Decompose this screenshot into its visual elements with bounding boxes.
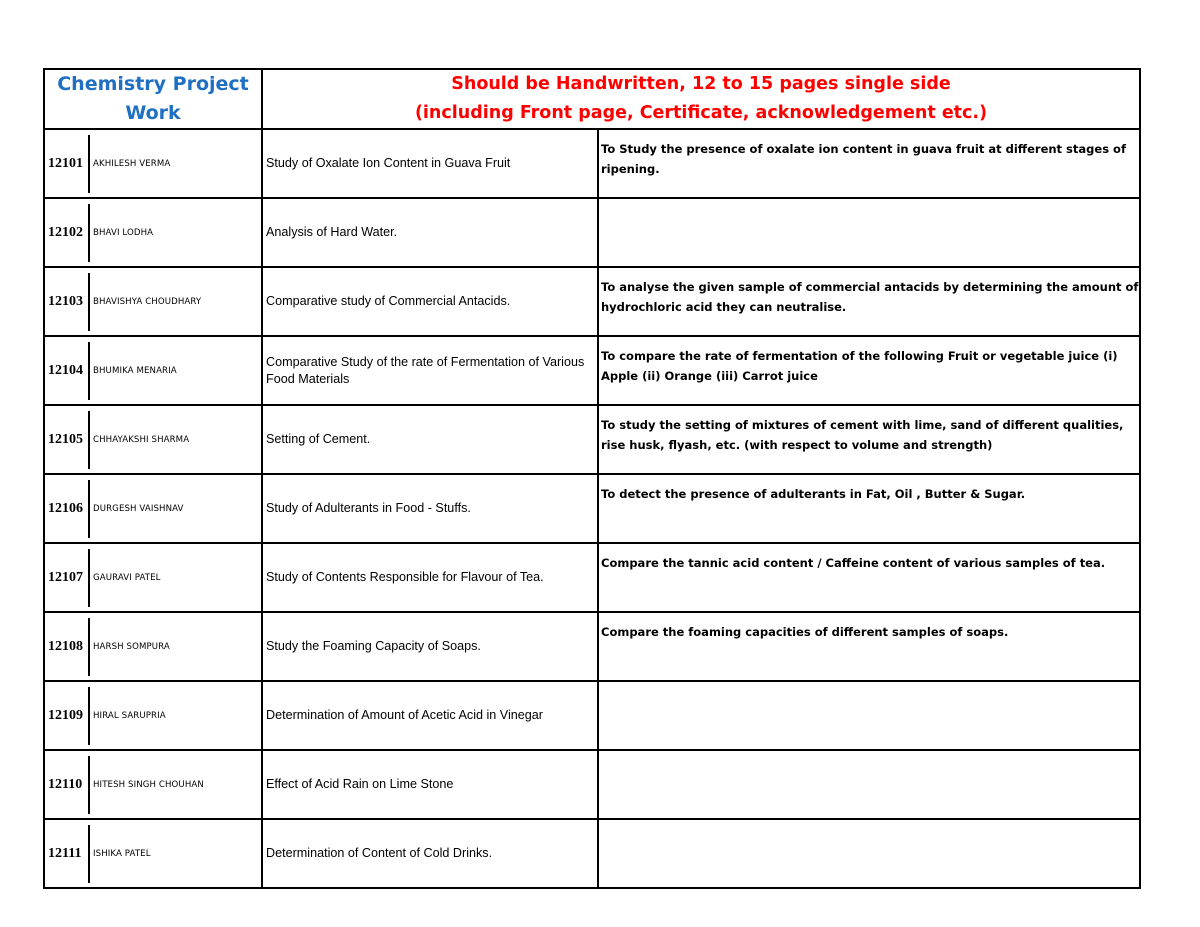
roll-number: 12106 [45,480,90,538]
roll-number: 12108 [45,618,90,676]
project-aim: To compare the rate of fermentation of the following Fruit or vegetable juice (i) Apple (ii) Orange (iii) Carrot juice [598,336,1140,405]
project-topic: Comparative study of Commercial Antacids. [262,267,598,336]
student-cell [44,267,262,336]
student-name: HITESH SINGH CHOUHAN [93,779,204,790]
student-cell [44,543,262,612]
roll-number: 12109 [45,687,90,745]
project-topic: Study of Adulterants in Food - Stuffs. [262,474,598,543]
project-topic: Study the Foaming Capacity of Soaps. [262,612,598,681]
project-aim: To analyse the given sample of commercial antacids by determining the amount of hydrochloric acid they can neutralise. [598,267,1140,336]
student-name: CHHAYAKSHI SHARMA [93,434,190,445]
roll-number: 12101 [45,135,90,193]
student-name: HARSH SOMPURA [93,641,170,652]
roll-number: 12103 [45,273,90,331]
project-aim: To Study the presence of oxalate ion content in guava fruit at different stages of ripening. [598,129,1140,198]
project-topic: Study of Contents Responsible for Flavour of Tea. [262,543,598,612]
project-aim [598,819,1140,888]
project-aim [598,681,1140,750]
table-row [44,474,1140,543]
project-table [43,68,1141,889]
student-name: ISHIKA PATEL [93,848,151,859]
roll-number: 12110 [45,756,90,814]
student-cell [44,336,262,405]
table-row [44,129,1140,198]
student-cell [44,405,262,474]
project-topic: Determination of Content of Cold Drinks. [262,819,598,888]
roll-number: 12107 [45,549,90,607]
roll-number: 12105 [45,411,90,469]
project-topic: Effect of Acid Rain on Lime Stone [262,750,598,819]
student-name: BHAVISHYA CHOUDHARY [93,296,202,307]
project-topic: Comparative Study of the rate of Fermentation of Various Food Materials [262,336,598,405]
student-name: GAURAVI PATEL [93,572,161,583]
project-topic: Study of Oxalate Ion Content in Guava Fruit [262,129,598,198]
table-row [44,750,1140,819]
project-aim: To study the setting of mixtures of cement with lime, sand of different qualities, rise husk, flyash, etc. (with respect to volume and strength) [598,405,1140,474]
project-topic: Determination of Amount of Acetic Acid in Vinegar [262,681,598,750]
instructions-line-1: Should be Handwritten, 12 to 15 pages single side [451,74,951,94]
project-aim: To detect the presence of adulterants in Fat, Oil , Butter & Sugar. [598,474,1140,543]
project-aim: Compare the tannic acid content / Caffeine content of various samples of tea. [598,543,1140,612]
table-row [44,267,1140,336]
student-name: BHAVI LODHA [93,227,154,238]
student-cell [44,198,262,267]
project-topic: Analysis of Hard Water. [262,198,598,267]
table-row [44,612,1140,681]
table-row [44,543,1140,612]
student-name: BHUMIKA MENARIA [93,365,177,376]
student-cell [44,819,262,888]
title-cell [44,69,262,129]
title-line-2: Work [125,102,181,124]
header-row [44,69,1140,129]
project-aim [598,750,1140,819]
roll-number: 12104 [45,342,90,400]
student-cell [44,474,262,543]
student-cell [44,681,262,750]
student-name: HIRAL SARUPRIA [93,710,166,721]
title-line-1: Chemistry Project [57,73,249,95]
student-name: AKHILESH VERMA [93,158,171,169]
table-row [44,405,1140,474]
student-name: DURGESH VAISHNAV [93,503,184,514]
project-topic: Setting of Cement. [262,405,598,474]
student-cell [44,612,262,681]
roll-number: 12111 [45,825,90,883]
table-row [44,336,1140,405]
student-cell [44,750,262,819]
project-aim [598,198,1140,267]
instructions-line-2: (including Front page, Certificate, acknowledgement etc.) [414,103,988,123]
table-row [44,681,1140,750]
project-aim: Compare the foaming capacities of different samples of soaps. [598,612,1140,681]
student-cell [44,129,262,198]
roll-number: 12102 [45,204,90,262]
table-row [44,198,1140,267]
table-row [44,819,1140,888]
instructions-cell [262,69,1140,129]
